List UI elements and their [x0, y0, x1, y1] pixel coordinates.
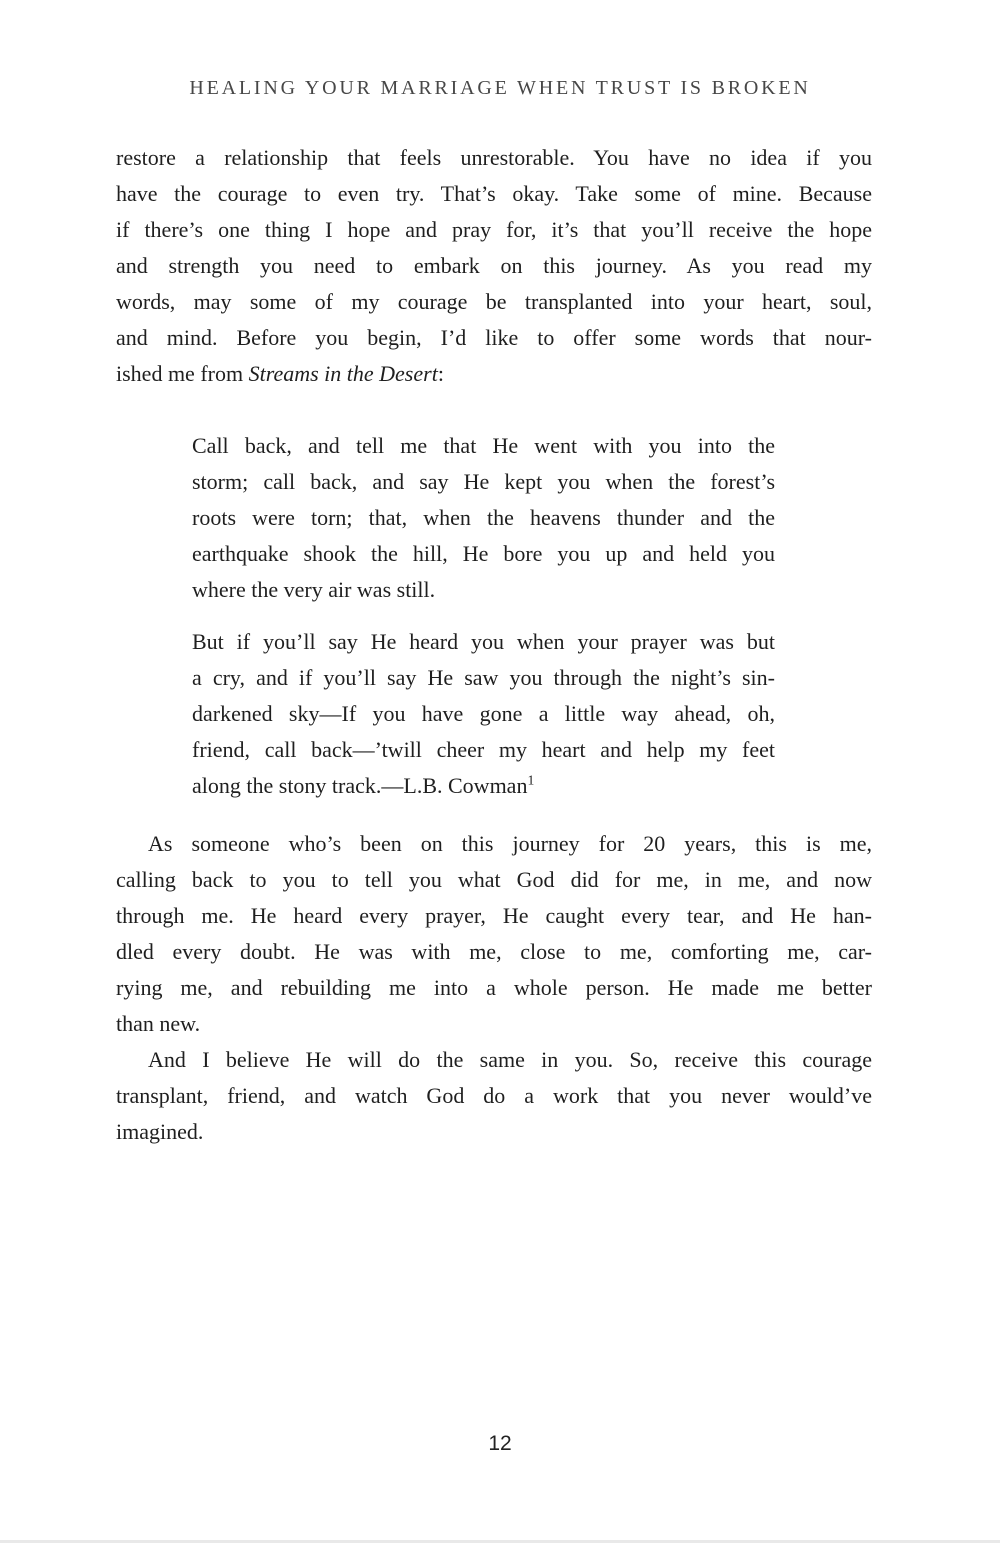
text-line: restore a relationship that feels unrestorable. You have no idea if you [116, 145, 872, 170]
text-line: darkened sky—If you have gone a little way ahead, oh, [192, 701, 775, 726]
text-line: transplant, friend, and watch God do a work that you never would’ve [116, 1083, 872, 1108]
text-line: through me. He heard every prayer, He caught every tear, and He han- [116, 903, 872, 928]
body-paragraph [116, 1042, 872, 1150]
text-line: words, may some of my courage be transplanted into your heart, soul, [116, 289, 872, 314]
text-line: a cry, and if you’ll say He saw you through the night’s sin- [192, 665, 775, 690]
text-line: ished me from Streams in the Desert: [116, 361, 444, 386]
text-line: roots were torn; that, when the heavens thunder and the [192, 505, 775, 530]
text-line: And I believe He will do the same in you. So, receive this courage [148, 1047, 872, 1072]
text-line: have the courage to even try. That’s okay. Take some of mine. Because [116, 181, 872, 206]
text-line: imagined. [116, 1119, 204, 1144]
text-line: and mind. Before you begin, I’d like to offer some words that nour- [116, 325, 872, 350]
block-quote [192, 624, 775, 804]
text-line: where the very air was still. [192, 577, 436, 602]
text-line: friend, call back—’twill cheer my heart and help my feet [192, 737, 775, 762]
page-body [116, 140, 872, 1150]
text-line: rying me, and rebuilding me into a whole person. He made me better [116, 975, 872, 1000]
text-line: calling back to you to tell you what God did for me, in me, and now [116, 867, 872, 892]
text-line: storm; call back, and say He kept you when the forest’s [192, 469, 775, 494]
text-line: than new. [116, 1011, 201, 1036]
text-line: Call back, and tell me that He went with you into the [192, 433, 775, 458]
body-paragraph [116, 826, 872, 1042]
text-line: and strength you need to embark on this journey. As you read my [116, 253, 872, 278]
text-line: if there’s one thing I hope and pray for, it’s that you’ll receive the hope [116, 217, 872, 242]
text-line: But if you’ll say He heard you when your prayer was but [192, 629, 775, 654]
text-line: earthquake shook the hill, He bore you up and held you [192, 541, 775, 566]
text-line: As someone who’s been on this journey for 20 years, this is me, [148, 831, 872, 856]
page-number: 12 [488, 1432, 512, 1455]
body-paragraph [116, 140, 872, 392]
text-line: dled every doubt. He was with me, close to me, comforting me, car- [116, 939, 872, 964]
text-line: along the stony track.—L.B. Cowman$^1$ [192, 772, 535, 798]
block-quote [192, 428, 775, 608]
running-header: HEALING YOUR MARRIAGE WHEN TRUST IS BROKEN [189, 77, 811, 99]
